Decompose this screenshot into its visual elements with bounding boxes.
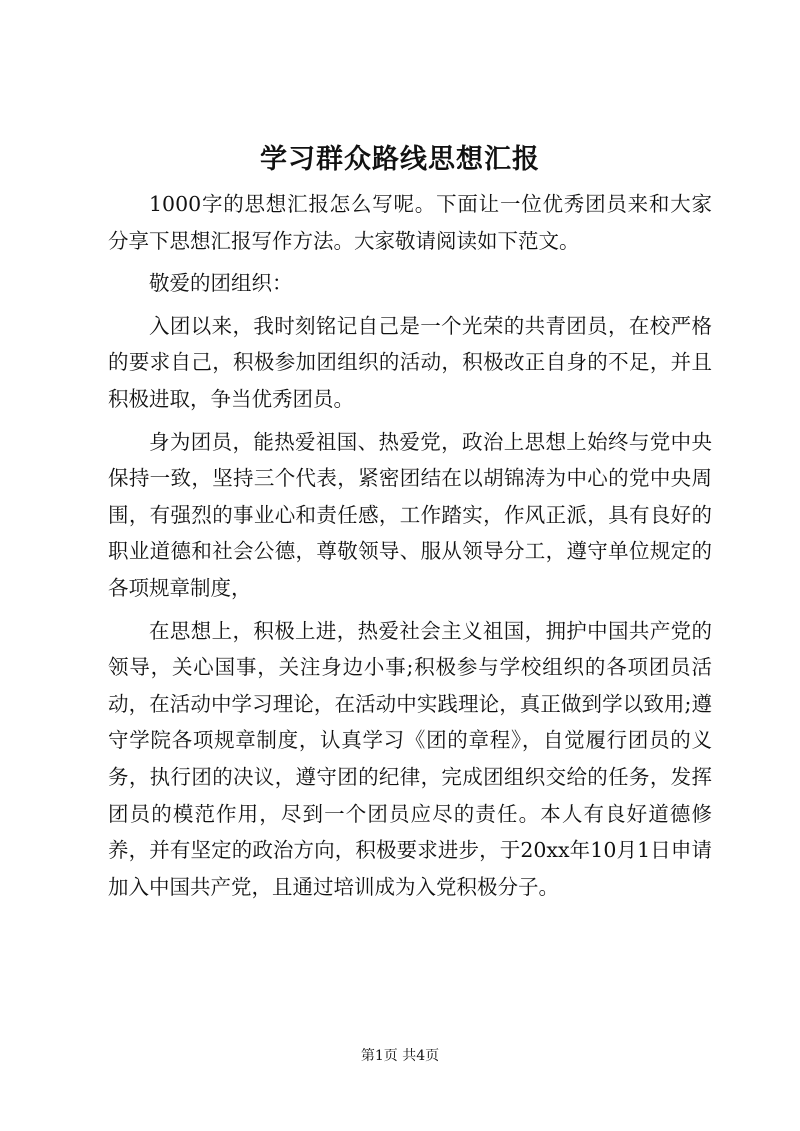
intro-paragraph: 1000字的思想汇报怎么写呢。下面让一位优秀团员来和大家分享下思想汇报写作方法。大家敬请阅读如下范文。 (108, 192, 712, 253)
page-indicator: 第1页 共4页 (360, 1048, 440, 1064)
page-footer (0, 1046, 800, 1066)
document-body (108, 186, 712, 905)
body-paragraph-1: 入团以来，我时刻铭记自己是一个光荣的共青团员，在校严格的要求自己，积极参加团组织的活动，积极改正自身的不足，并且积极进取，争当优秀团员。 (108, 313, 712, 411)
body-paragraph-3: 在思想上，积极上进，热爱社会主义祖国，拥护中国共产党的领导，关心国事，关注身边小事;积极参与学校组织的各项团员活动，在活动中学习理论，在活动中实践理论，真正做到学以致用;遵守学院各项规章制度，认真学习《团的章程》，自觉履行团员的义务，执行团的决议，遵守团的纪律，完成团组织交给的任务，发挥团员的模范作用，尽到一个团员应尽的责任。本人有良好道德修养，并有坚定的政治方向，积极要求进步，于20xx年10月1日申请加入中国共产党，且通过培训成为入党积极分子。 (108, 618, 712, 899)
body-paragraph-2: 身为团员，能热爱祖国、热爱党，政治上思想上始终与党中央保持一致，坚持三个代表，紧密团结在以胡锦涛为中心的党中央周围，有强烈的事业心和责任感，工作踏实，作风正派，具有良好的职业道德和社会公德，尊敬领导、服从领导分工，遵守单位规定的各项规章制度， (108, 429, 712, 600)
salutation-paragraph: 敬爱的团组织： (149, 271, 293, 296)
document-title: 学习群众路线思想汇报 (260, 144, 540, 175)
